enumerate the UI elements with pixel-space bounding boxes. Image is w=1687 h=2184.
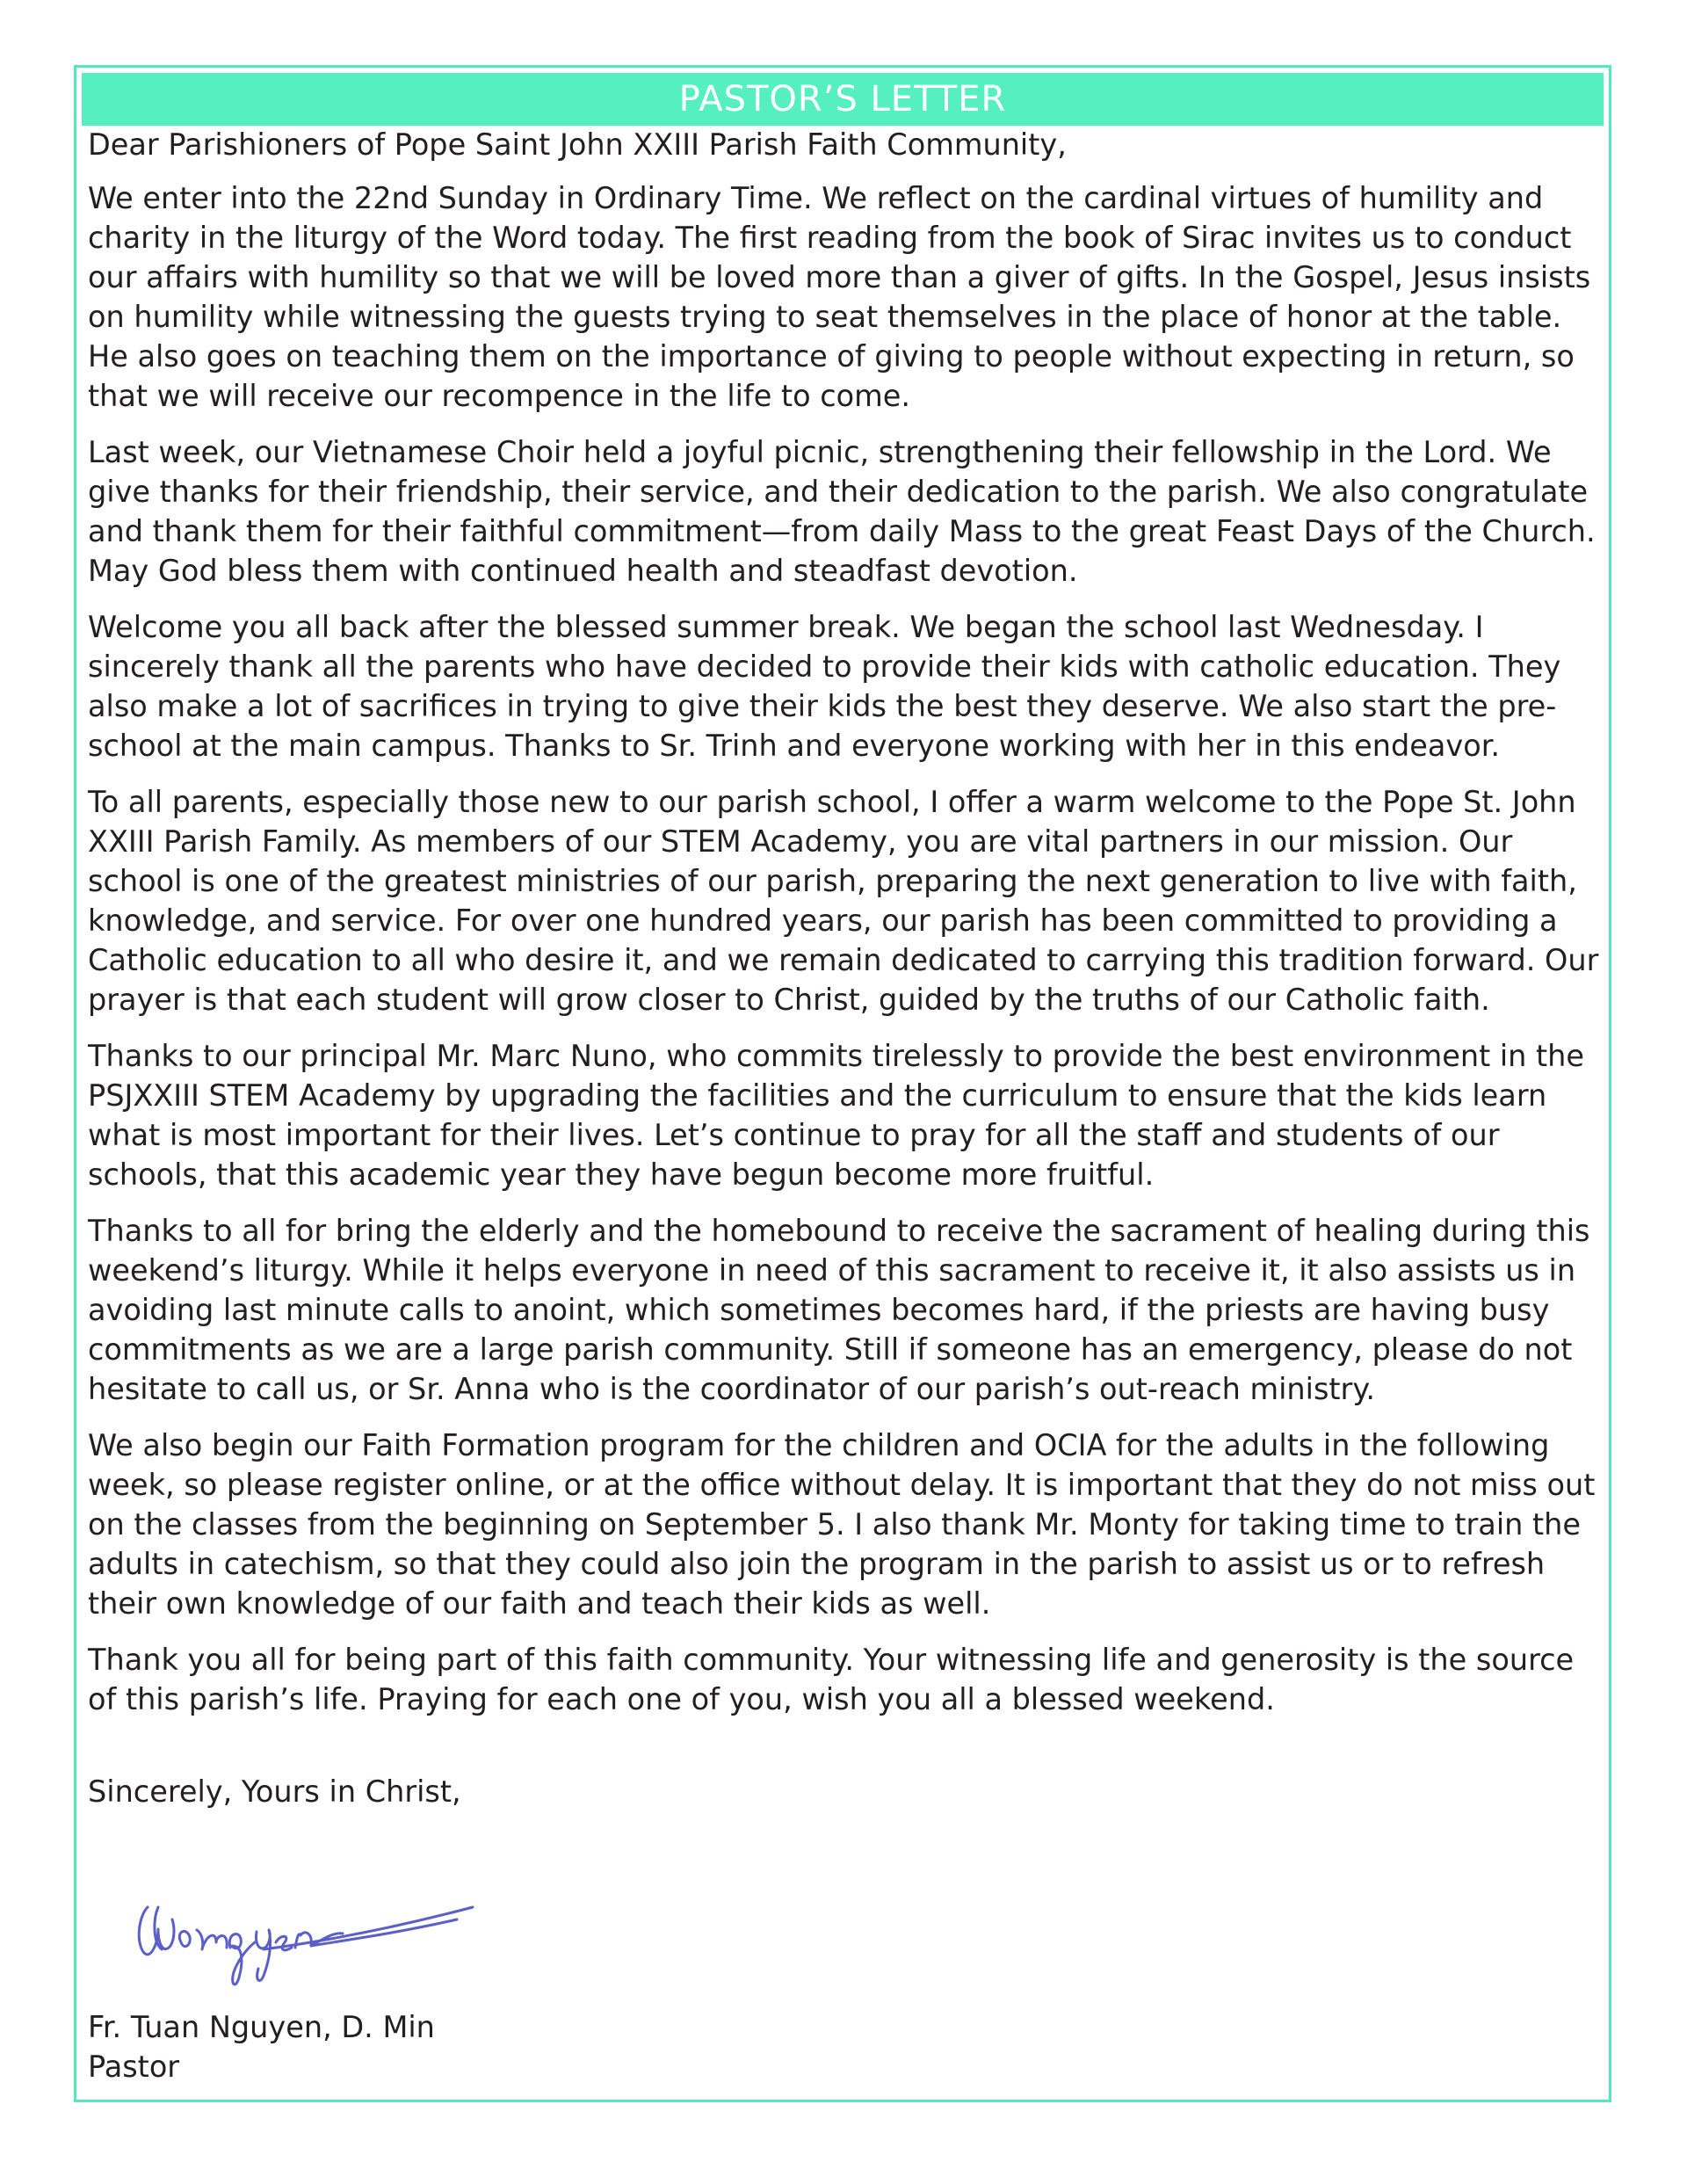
paragraph-3: Welcome you all back after the blessed summer break. We began the school last Wednesday. I sincerely thank all the parents who have decided to provide their kids with catholic education. They also make a lot of sacrifices in trying to give their kids the best they deserve. We also start the pre-school at the main campus. Thanks to Sr. Trinh and everyone working with her in this endeavor.: [88, 610, 1561, 763]
paragraph-7: We also begin our Faith Formation program for the children and OCIA for the adults in the following week, so please register online, or at the office without delay. It is important that they do not miss out on the classes from the beginning on September 5. I also thank Mr. Monty for taking time to train the adults in catechism, so that they could also join the program in the parish to assist us or to refresh their own knowledge of our faith and teach their kids as well.: [88, 1428, 1596, 1621]
paragraph-1: We enter into the 22nd Sunday in Ordinary Time. We reflect on the cardinal virtues of humility and charity in the liturgy of the Word today. The first reading from the book of Sirac invites us to conduct our affairs with humility so that we will be loved more than a giver of gifts. In the Gospel, Jesus insists on humility while witnessing the guests trying to seat themselves in the place of honor at the table. He also goes on teaching them on the importance of giving to people without expecting in return, so that we will receive our recompence in the life to come.: [88, 181, 1591, 413]
paragraph-5: Thanks to our principal Mr. Marc Nuno, who commits tirelessly to provide the best environment in the PSJXXIII STEM Academy by upgrading the facilities and the curriculum to ensure that the kids learn what is most important for their lives. Let’s continue to pray for all the staff and students of our schools, that this academic year they have begun become more fruitful.: [88, 1039, 1585, 1192]
paragraph-8: Thank you all for being part of this faith community. Your witnessing life and generosity is the source of this parish’s life. Praying for each one of you, wish you all a blessed weekend.: [88, 1643, 1575, 1716]
signer-block: [88, 2007, 435, 2086]
signer-title: Pastor: [88, 2050, 180, 2084]
letter-body: [88, 125, 1606, 1828]
letter-title: PASTOR’S LETTER: [82, 73, 1604, 126]
closing: Sincerely, Yours in Christ,: [88, 1774, 461, 1809]
signature: [132, 1881, 483, 1995]
paragraph-6: Thanks to all for bring the elderly and the homebound to receive the sacrament of healing during this weekend’s liturgy. While it helps everyone in need of this sacrament to receive it, it also assists us in avoiding last minute calls to anoint, which sometimes becomes hard, if the priests are having busy commitments as we are a large parish community. Still if someone has an emergency, please do not hesitate to call us, or Sr. Anna who is the coordinator of our parish’s out-reach ministry.: [88, 1214, 1590, 1406]
signer-name: Fr. Tuan Nguyen, D. Min: [88, 2010, 435, 2044]
salutation: Dear Parishioners of Pope Saint John XXIII Parish Faith Community,: [88, 127, 1067, 162]
paragraph-4: To all parents, especially those new to our parish school, I offer a warm welcome to the Pope St. John XXIII Parish Family. As members of our STEM Academy, you are vital partners in our mission. Our school is one of the greatest ministries of our parish, preparing the next generation to live with faith, knowledge, and service. For over one hundred years, our parish has been committed to providing a Catholic education to all who desire it, and we remain dedicated to carrying this tradition forward. Our prayer is that each student will grow closer to Christ, guided by the truths of our Catholic faith.: [88, 785, 1599, 1017]
paragraph-2: Last week, our Vietnamese Choir held a joyful picnic, strengthening their fellowship in the Lord. We give thanks for their friendship, their service, and their dedication to the parish. We also congratulate and thank them for their faithful commitment—from daily Mass to the great Feast Days of the Church. May God bless them with continued health and steadfast devotion.: [88, 435, 1596, 588]
